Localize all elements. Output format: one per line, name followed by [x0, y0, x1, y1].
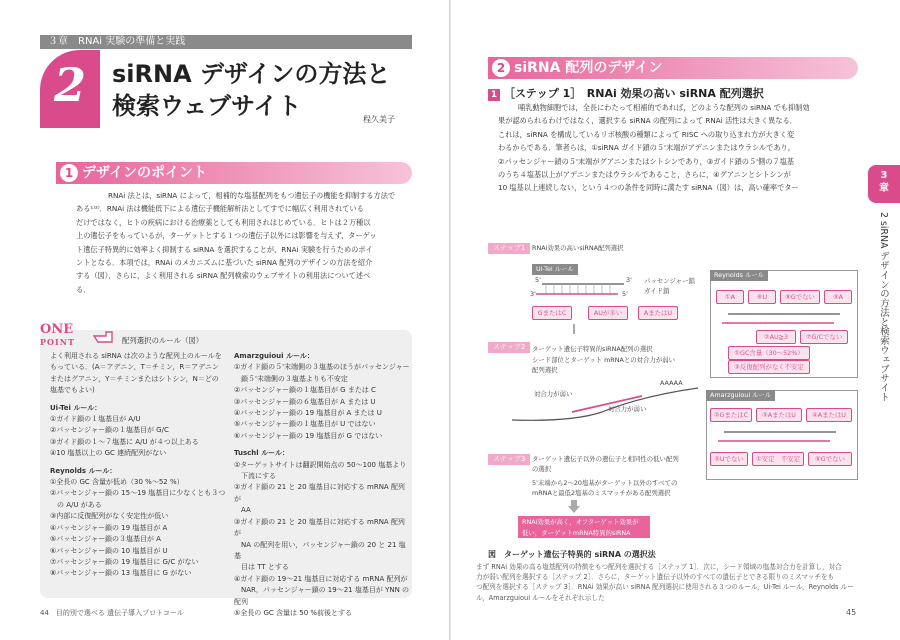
author-name: 程久美子 [363, 115, 395, 124]
step1-text: RNAi効果の高いsiRNA配列選択 [532, 244, 624, 252]
one-point-column-2: Amarzguioui ルール： ①ガイド鎖の５'末端側の３塩基のほうがパッセンジャー 鎖５'末端側の３塩基よりも不安定 ②パッセンジャー鎖の１塩基目が G または C ③パッセンジャー鎖の６塩基目が A または U ④パッセンジャー鎖の 19 塩基目が A または U ⑤パッセンジャー鎖の１塩基目が U ではない ⑥パッセンジャー鎖の 19 塩基目が G ではない Tuschl ルール： ①ターゲットサイトは翻訳開始点の 50〜100 塩基より 下流にする ②ガイド鎖の 21 と 20 塩基目に対応する mRNA 配列が AA ③ガイド鎖の 21 と 20 塩基目に対応する mRNA 配列が NA の配列を用い，パッセンジャー鎖の 20 と 21 塩基 目は TT とする ④ガイド鎖の 19〜21 塩基目に対応する mRNA 配列が NAR，パッセンジャー鎖の 19〜21 塩基目が YNN の配列 ⑤全長の GC 含量は 50 %前後とする [234, 352, 410, 617]
amarzguioui-cond: ①安定 不安定 [752, 452, 804, 466]
uitei-rule-head: Ui-Tei ルール [532, 264, 578, 275]
step1-label: ステップ1 [488, 243, 530, 254]
figure-diagram [488, 238, 858, 538]
reynolds-cond: ③A [824, 290, 852, 304]
reynolds-duplex-graphic [720, 308, 850, 330]
reynolds-cond: ⑧Gでない [780, 290, 820, 304]
amarzguioui-duplex-graphic [716, 426, 846, 448]
article-title-block [40, 50, 412, 128]
left-page-footer: 44 目的別で選べる 遺伝子導入プロトコール [40, 609, 184, 617]
step3-text: 5'末端から2〜20塩基がターゲット以外のすべての [532, 479, 678, 487]
pointing-hand-icon [92, 326, 116, 346]
body-line: 上の遺伝子をもっているが，ターゲットとする１つの遺伝子以外には影響を与えず，ターゲッ [76, 231, 377, 241]
reynolds-cond: ①A [716, 290, 744, 304]
section-title: siRNA 配列のデザイン [514, 60, 663, 76]
five-prime-label: 5' [535, 276, 541, 284]
figure-description: まず RNAi 効果の高る塩基配列の特徴をもつ配列を選択する［ステップ 1］．次に，シード領域の塩基対合力を計算し，対合 力が弱い配列を選択する［ステップ 2］．さらに，ターゲット遺伝子以外のすべての遺伝子とできる限りのミスマッチをも つ配列を選択する［ステップ 3］．RNAi 効果が高い siRNA 配列選択に使用される３つのルール，Ui-Tei ルール，Reynolds ルー ル，Amarzguioui ルールをそれぞれ示した [476, 563, 854, 602]
step2-text: ターゲット遺伝子特異的siRNA配列の選択 [532, 345, 653, 353]
section-number: 1 [60, 164, 78, 182]
pairing-weak-label: 対合力が弱い [608, 405, 647, 413]
flow-arrow-icon [568, 278, 580, 338]
result-box: RNAi効果が高く，オフターゲット効果が 低い，ターゲットmRNA特異的siRNA [518, 516, 650, 538]
reynolds-cond: ③反復配列がなく不安定 [728, 360, 810, 374]
reynolds-cond: ①GC含量（30〜52%） [728, 346, 810, 360]
step3-text: の選択 [532, 465, 552, 473]
body-line: だけではなく，ヒトの疾病における治療薬としても利用されはじめている．ヒトは２万種以 [76, 217, 371, 227]
step2-text: 配列選択 [532, 366, 558, 374]
section-heading-2 [488, 57, 858, 79]
chapter-side-tab: 3 章 [868, 165, 900, 203]
body-line: ある¹⁾²⁾．RNAi 法は機能低下による遺伝子機能解析法としてすでに幅広く利用されている [76, 204, 364, 214]
section-heading-1 [56, 162, 412, 184]
amarzguioui-rule-head: Amarzguioui ルール [706, 390, 775, 401]
article-title [112, 58, 412, 122]
body-line: ントとなる．本項では，RNAi のメカニズムに基づいた siRNA 配列のデザインの方法を紹介 [76, 258, 373, 268]
passenger-strand-label: パッセンジャー鎖 [644, 277, 695, 285]
amarzguioui-cond: ②GまたはC [710, 408, 752, 422]
step-number: 1 [488, 89, 500, 101]
body-line: する（図）．さらに，よく利用される siRNA 配列検索のウェブサイトの利用法について述べ [76, 271, 371, 281]
left-body-text [76, 189, 412, 296]
three-prime-label: 3' [530, 290, 536, 298]
step3-text: ターゲット遺伝子以外の遺伝子と相同性の低い配列 [532, 455, 679, 463]
reynolds-cond: ⑦G/Cでない [800, 330, 848, 344]
body-line: る． [76, 284, 91, 294]
body-line: RNAi 法とは，siRNA によって，相補的な塩基配列をもつ遺伝子の機能を抑制する方法で [108, 191, 396, 200]
title-line-2: 検索ウェブサイト [112, 92, 302, 120]
section-title: デザインのポイント [82, 165, 208, 181]
amarzguioui-cond: ④AまたはU [806, 408, 852, 422]
side-vertical-title: 2 siRNA デザインの方法と検索ウェブサイト [878, 212, 889, 402]
step-heading [488, 85, 764, 101]
amarzguioui-cond: ⑤Uでない [710, 452, 748, 466]
step-title: ［ステップ 1］ RNAi 効果の高い siRNA 配列選択 [504, 87, 764, 100]
uitei-condition-gc: GまたはC [532, 306, 572, 320]
body-line: ト遺伝子特異的に効率よく抑制する siRNA を選択することが，RNAi 実験を行うためのポイ [76, 244, 373, 254]
uitei-condition-au-end: AまたはU [638, 306, 678, 320]
figure-caption: 図 ターゲット遺伝子特異的 siRNA の選択法 [488, 550, 656, 559]
step3-label: ステップ3 [488, 454, 530, 465]
chapter-number: 2 [54, 58, 87, 112]
section-number: 2 [492, 59, 510, 77]
reynolds-cond: ⑥U [748, 290, 776, 304]
uitei-condition-au: AUが多い [588, 306, 628, 320]
step2-text: シード部位とターゲット mRNAとの対合力が弱い [532, 356, 676, 364]
polya-label: AAAAA [660, 379, 683, 387]
book-gutter [449, 0, 451, 640]
guide-strand-label: ガイド鎖 [644, 287, 670, 295]
step3-text: mRNAと最低2塩基のミスマッチがある配列選択 [532, 489, 671, 497]
title-line-1: siRNA デザインの方法と [112, 60, 391, 88]
down-arrow-icon [568, 500, 580, 514]
reynolds-cond: ②AU≧3 [756, 330, 796, 344]
one-point-logo: ONE POINT [40, 322, 75, 347]
five-prime-label: 5' [622, 290, 628, 298]
chapter-header-bar: ３章 RNAi 実験の準備と実践 [40, 35, 412, 49]
pairing-weak-label: 対合力が弱い [534, 390, 573, 398]
reynolds-rule-head: Reynolds ルール [710, 270, 768, 281]
right-page-number: 45 [846, 608, 857, 617]
amarzguioui-cond: ⑥Gでない [808, 452, 852, 466]
three-prime-label: 3' [626, 276, 632, 284]
one-point-column-1: よく利用される siRNA は次のような配列上のルールを もっている．(A＝アデニン，T＝チミン，R＝アデニン またはグアニン，Y＝チミンまたはシトシン，N＝どの 塩基でもよい) Ui-Tei ルール： ①ガイド鎖の１塩基目が A/U ②パッセンジャー鎖の１塩基目が G/C ③ガイド鎖の１〜７塩基に A/U が４つ以上ある ④10 塩基以上の GC 連続配列がない Reynolds ルール： ①全長の GC 含量が低め（30 %〜52 %） ②パッセンジャー鎖の 15〜19 塩基目に少なくとも３つ の A/U がある ③内部に反復配列がなく安定性が低い ④パッセンジャー鎖の 19 塩基目が A ⑤パッセンジャー鎖の３塩基目が A ⑥パッセンジャー鎖の 10 塩基目が U ⑦パッセンジャー鎖の 19 塩基目に G/C がない ⑧パッセンジャー鎖の 13 塩基目に G がない [50, 352, 226, 578]
step2-label: ステップ2 [488, 342, 530, 353]
one-point-caption: 配列選択のルール（図） [122, 336, 204, 345]
chapter-number-badge [40, 50, 100, 128]
amarzguioui-cond: ③AまたはU [756, 408, 802, 422]
right-body-text: 哺乳動物細胞では，全長にわたって相補的であれば，どのような配列の siRNA でも抑制効 果が認められるわけではなく，選択する siRNA の配列によって RNAi 活性は大きく異なる． これは，siRNA を構成しているリボ核酸の種類によって RISC への取り込まれ方が大きく変 わるからである．筆者らは，①siRNA ガイド鎖の５'末端がアデニンまたはウラシルであり， ②パッセンジャー鎖の５'末端がグアニンまたはシトシンであり，③ガイド鎖の５'側の７塩基 のうち４塩基以上がアデニンまたはウラシルであること，さらに，④グアニンとシトシンが 10 塩基以上連続しない，という４つの条件を同時に満たす siRNA（図）は，高い確率でター [498, 103, 810, 193]
